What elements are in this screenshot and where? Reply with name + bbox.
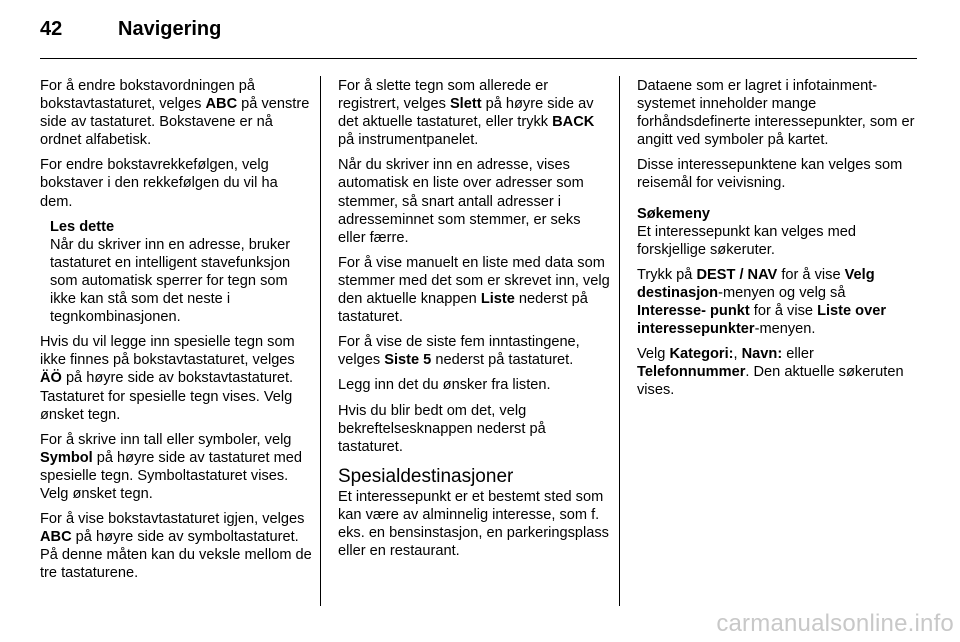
paragraph: Velg Kategori:, Navn: eller Telefonnummer. Den aktuelle søkeruten vises. xyxy=(637,346,904,399)
ui-term: ABC xyxy=(40,529,72,546)
column-1 xyxy=(40,77,312,589)
ui-term: Symbol xyxy=(40,449,93,466)
paragraph: Hvis du blir bedt om det, velg bekreftelsesknappen nederst på tastaturet. xyxy=(338,402,546,455)
ui-term: Liste over interessepunkter xyxy=(637,303,887,338)
paragraph: Dataene som er lagret i infotainment-systemet inneholder mange forhåndsdefinerte interessepunkter, som er angitt ved symboler på kartet. xyxy=(637,78,915,149)
paragraph: For å endre bokstavordningen på bokstavtastaturet, velges ABC på venstre side av tastaturet. Bokstavene er nå ordnet alfabetisk. xyxy=(40,78,310,149)
ui-term: Liste xyxy=(480,291,515,308)
header-rule xyxy=(40,58,917,59)
paragraph: Et interessepunkt kan velges med forskjellige søkeruter. xyxy=(637,223,857,258)
note-text: Når du skriver inn en adresse, bruker tastaturet en intelligent stavefunksjon som automatisk sperrer for tegn som ikke kan stå som det neste i tegnkombinasjonen. xyxy=(50,236,291,326)
paragraph: For å vise bokstavtastaturet igjen, velges ABC på høyre side av symboltastaturet. På denne måten kan du veksle mellom de tre tastaturene. xyxy=(40,511,312,582)
paragraph: Når du skriver inn en adresse, vises automatisk en liste over adresser som stemmer, så snart antall adresser i adresseminnet som stemmer, er seks eller færre. xyxy=(338,157,584,246)
column-divider-1 xyxy=(320,76,321,606)
paragraph: Trykk på DEST / NAV for å vise Velg destinasjon-menyen og velg så Interesse- punkt for å vise Liste over interessepunkter-menyen. xyxy=(637,266,887,338)
note-title: Les dette xyxy=(50,218,115,235)
paragraph: Et interessepunkt er et bestemt sted som kan være av alminnelig interesse, som f. eks. en bensinstasjon, en parkeringsplass eller en restaurant. xyxy=(338,488,609,560)
watermark: carmanualsonline.info xyxy=(716,610,954,637)
ui-term: BACK xyxy=(552,114,595,131)
ui-term: DEST / NAV xyxy=(696,266,778,283)
column-3 xyxy=(637,77,917,407)
paragraph: For å skrive inn tall eller symboler, velg Symbol på høyre side av tastaturet med spesielle tegn. Symboltastaturet vises. Velg ønsket tegn. xyxy=(40,431,302,502)
ui-term: ABC xyxy=(205,96,238,113)
ui-term: Interesse- punkt xyxy=(637,303,750,320)
column-divider-2 xyxy=(619,76,620,606)
paragraph: For å slette tegn som allerede er registrert, velges Slett på høyre side av det aktuelle tastaturet, eller trykk BACK på instrumentpanelet. xyxy=(338,78,595,149)
paragraph: Disse interessepunktene kan velges som reisemål for veivisning. xyxy=(637,157,903,192)
section-title: Navigering xyxy=(118,18,222,40)
ui-term: ÄÖ xyxy=(40,370,62,387)
ui-term: Siste 5 xyxy=(384,352,432,369)
column-2 xyxy=(338,77,610,567)
paragraph: Legg inn det du ønsker fra listen. xyxy=(338,377,551,394)
paragraph: Hvis du vil legge inn spesielle tegn som ikke finnes på bokstavtastaturet, velges ÄÖ på høyre side av bokstavtastaturet. Tastaturet for spesielle tegn vises. Velg ønsket tegn. xyxy=(40,334,295,423)
ui-term: Slett xyxy=(449,96,482,113)
ui-term: Kategori: xyxy=(669,346,734,363)
ui-term: Telefonnummer xyxy=(637,364,746,381)
ui-term: Velg destinasjon xyxy=(637,266,875,301)
ui-term: Navn: xyxy=(741,346,783,363)
paragraph: For endre bokstavrekkefølgen, velg bokstaver i den rekkefølgen du vil ha dem. xyxy=(40,157,278,210)
paragraph: For å vise de siste fem inntastingene, velges Siste 5 nederst på tastaturet. xyxy=(338,334,580,369)
note-box xyxy=(50,218,312,327)
paragraph: For å vise manuelt en liste med data som stemmer med det som er skrevet inn, velg den aktuelle knappen Liste nederst på tastaturet. xyxy=(338,254,610,326)
subsection-heading: Søkemeny xyxy=(637,205,711,222)
page-number: 42 xyxy=(40,18,63,40)
section-heading: Spesialdestinasjoner xyxy=(338,465,514,487)
